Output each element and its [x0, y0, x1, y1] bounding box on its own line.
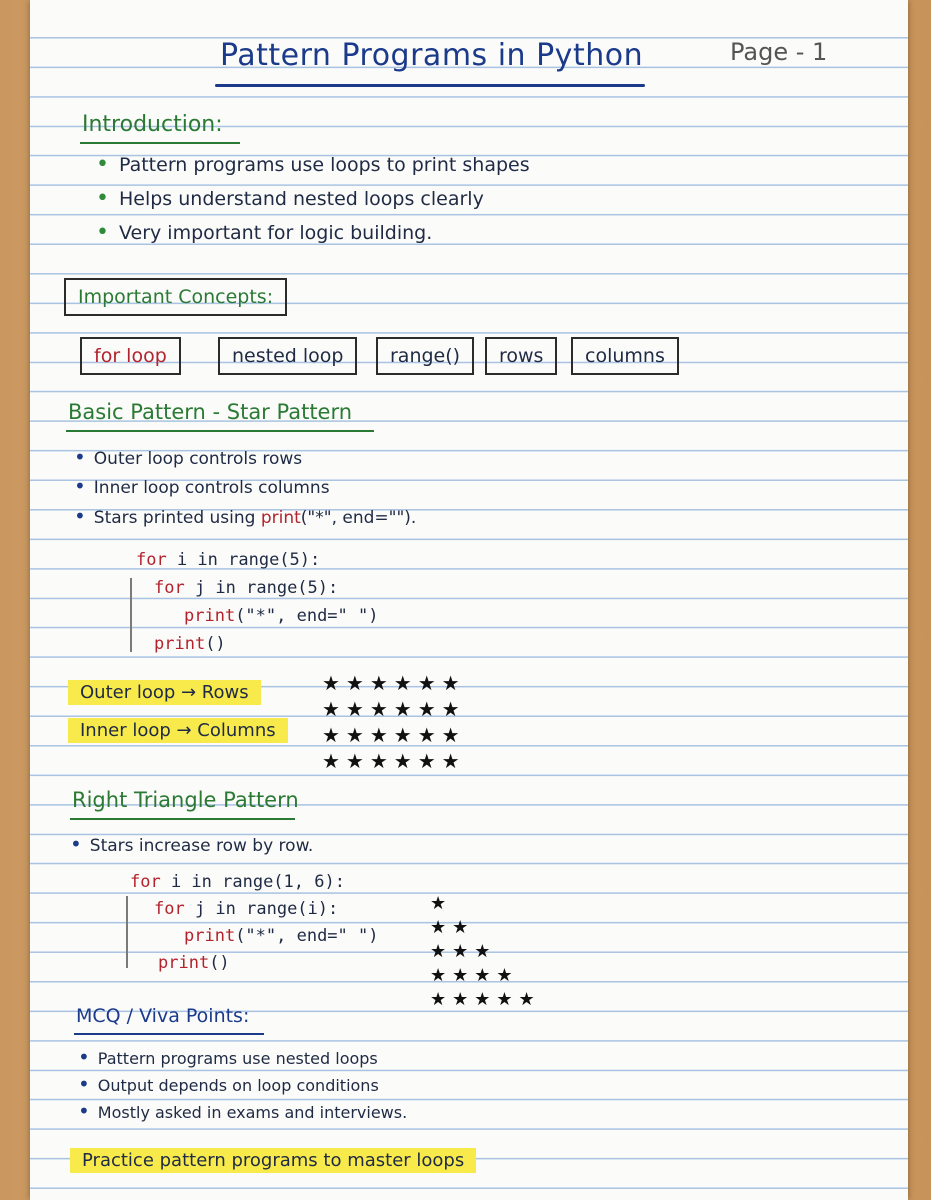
basic-bullet-3	[74, 504, 416, 528]
mcq-bullet-2: • Output depends on loop conditions	[78, 1072, 379, 1096]
footer-highlight: Practice pattern programs to master loops	[70, 1148, 476, 1173]
code-line-1	[136, 550, 320, 570]
code-keyword: for	[130, 872, 161, 892]
intro-bullet-1: • Pattern programs use loops to print shapes	[96, 152, 530, 177]
code-indent-guide	[130, 578, 132, 652]
basic-heading: Basic Pattern - Star Pattern	[68, 400, 353, 424]
tri-star-row-5: ★★★★★	[430, 989, 541, 1010]
star-row-2: ★★★★★★	[322, 697, 466, 721]
basic-bullet-3-pre: Stars printed using	[93, 508, 261, 528]
concepts-heading: Important Concepts:	[64, 278, 287, 316]
mcq-bullet-1: • Pattern programs use nested loops	[78, 1045, 378, 1069]
tri-star-row-2: ★★	[430, 917, 475, 938]
basic-bullet-3-post: ("*", end="").	[300, 508, 417, 528]
code-text: j in range(i):	[184, 899, 339, 919]
concept-box-range: range()	[376, 337, 474, 375]
star-grid	[322, 670, 466, 774]
mcq-underline	[74, 1033, 264, 1035]
tri-star-row-1: ★	[430, 893, 453, 914]
highlight-inner-loop: Inner loop → Columns	[68, 718, 288, 743]
triangle-bullet: • Stars increase row by row.	[70, 832, 313, 856]
basic-bullet-3-kw: print	[260, 508, 301, 528]
code-indent-guide	[126, 896, 128, 968]
triangle-heading: Right Triangle Pattern	[72, 788, 299, 812]
intro-underline	[80, 142, 240, 144]
intro-bullet-2: • Helps understand nested loops clearly	[96, 186, 484, 211]
code-keyword: print	[184, 926, 236, 946]
triangle-underline	[70, 818, 295, 820]
basic-underline	[66, 430, 374, 432]
code-text: j in range(5):	[184, 578, 339, 598]
code-text: ()	[205, 634, 226, 654]
code-text: ()	[209, 953, 230, 973]
page-title: Pattern Programs in Python	[220, 38, 644, 73]
code-text: i in range(1, 6):	[160, 872, 345, 892]
page-number: Page - 1	[730, 38, 828, 66]
star-row-1: ★★★★★★	[322, 671, 466, 695]
concept-box-rows: rows	[485, 337, 557, 375]
code-text: i in range(5):	[166, 550, 321, 570]
code-keyword: for	[154, 578, 185, 598]
code-keyword: for	[154, 899, 185, 919]
code-keyword: print	[158, 953, 210, 973]
title-underline	[215, 84, 645, 87]
intro-heading: Introduction:	[82, 112, 223, 137]
star-row-4: ★★★★★★	[322, 749, 466, 773]
tri-star-row-4: ★★★★	[430, 965, 519, 986]
concept-box-for-loop	[80, 337, 181, 375]
basic-bullet-2: • Inner loop controls columns	[74, 474, 330, 498]
triangle-stars	[430, 892, 541, 1012]
basic-bullet-1: • Outer loop controls rows	[74, 445, 302, 469]
highlight-outer-loop: Outer loop → Rows	[68, 680, 261, 705]
concept-for-label: for loop	[94, 345, 167, 367]
tri-code-line-4	[158, 953, 230, 973]
mcq-bullet-3: • Mostly asked in exams and interviews.	[78, 1099, 407, 1123]
tri-code-line-2	[154, 899, 338, 919]
code-line-4	[154, 634, 226, 654]
code-text: ("*", end=" ")	[235, 926, 379, 946]
concept-box-nested-loop: nested loop	[218, 337, 357, 375]
code-text: ("*", end=" ")	[235, 606, 379, 626]
intro-bullet-3: • Very important for logic building.	[96, 220, 432, 245]
mcq-heading: MCQ / Viva Points:	[76, 1005, 250, 1027]
tri-code-line-1	[130, 872, 345, 892]
code-keyword: print	[154, 634, 206, 654]
concept-box-columns: columns	[571, 337, 679, 375]
notebook-page	[30, 0, 908, 1200]
code-keyword: print	[184, 606, 236, 626]
tri-code-line-3	[184, 926, 378, 946]
tri-star-row-3: ★★★	[430, 941, 497, 962]
code-line-3	[184, 606, 378, 626]
star-row-3: ★★★★★★	[322, 723, 466, 747]
code-line-2	[154, 578, 338, 598]
code-keyword: for	[136, 550, 167, 570]
